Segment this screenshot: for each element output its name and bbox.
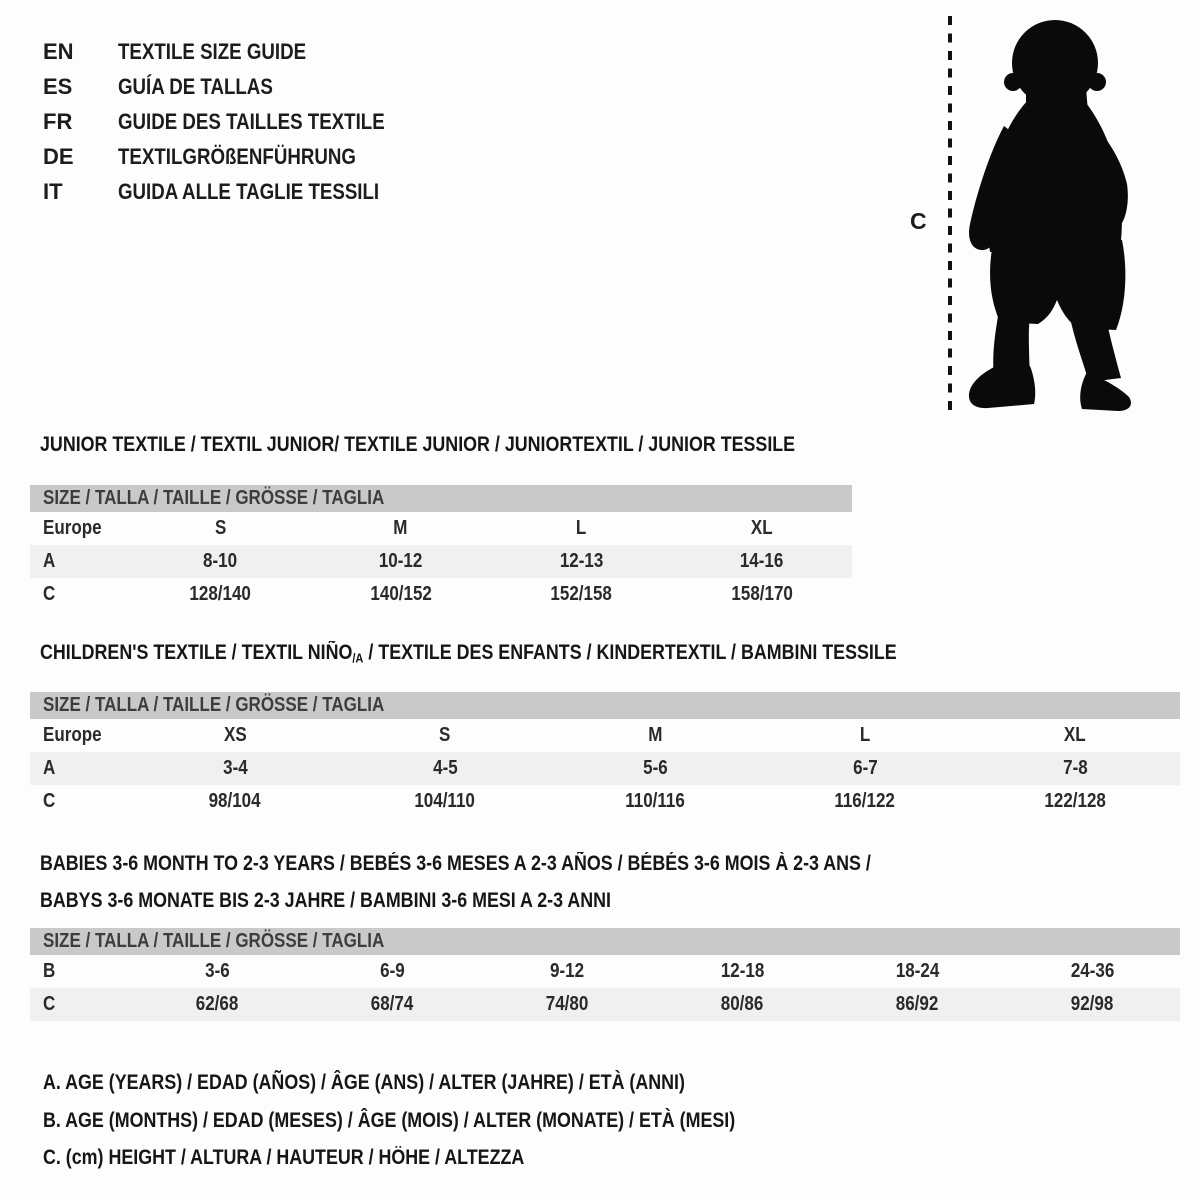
months-cell: 6-9 [380, 960, 405, 982]
age-cell: 5-6 [642, 757, 668, 779]
babies-size-table [30, 928, 1180, 1021]
row-label: C [43, 583, 56, 605]
row-label: A [43, 550, 56, 572]
age-cell: 10-12 [379, 550, 423, 572]
guide-title-fr: GUIDE DES TAILLES TEXTILE [118, 109, 385, 134]
table-row-age [30, 752, 1180, 785]
measurement-legend [43, 1064, 857, 1177]
height-cell: 140/152 [370, 583, 432, 605]
language-code: ES [43, 74, 73, 99]
height-cell: 158/170 [731, 583, 793, 605]
height-cell: 104/110 [414, 790, 476, 812]
height-figure [880, 0, 1200, 440]
babies-section-title: BABIES 3-6 MONTH TO 2-3 YEARS / BEBÉS 3-6 MESES A 2-3 AÑOS / BÉBÉS 3-6 MOIS À 2-3 ANS / BABYS 3-6 MONATE BIS 2-3 JAHRE / BAMBINI 3-6 MESI A 2-3 ANNI [40, 852, 871, 912]
language-code: IT [43, 179, 63, 204]
size-cell: XL [750, 517, 773, 539]
children-section-title: CHILDREN'S TEXTILE / TEXTIL NIÑO/A / TEXTILE DES ENFANTS / KINDERTEXTIL / BAMBINI TESSILE [40, 641, 897, 666]
age-cell: 6-7 [852, 757, 878, 779]
language-code: DE [43, 144, 74, 169]
language-list [43, 34, 432, 209]
table-row-age [30, 545, 852, 578]
table-row-sizes [30, 512, 852, 545]
row-label: C [43, 993, 56, 1015]
months-cell: 18-24 [895, 960, 940, 982]
table-row-height [30, 578, 852, 611]
table-row-sizes [30, 719, 1180, 752]
language-code: FR [43, 109, 73, 134]
age-cell: 7-8 [1062, 757, 1088, 779]
baby-silhouette-icon [880, 0, 1200, 440]
height-cell: 62/68 [196, 993, 239, 1015]
size-cell: M [647, 724, 663, 746]
height-cell: 86/92 [896, 993, 939, 1015]
height-cell: 116/122 [834, 790, 896, 812]
table-row-height [30, 785, 1180, 818]
size-cell: L [859, 724, 871, 746]
size-header-bar: SIZE / TALLA / TAILLE / GRÖSSE / TAGLIA [30, 692, 1180, 719]
height-marker-label: C [910, 208, 927, 234]
months-cell: 12-18 [720, 960, 765, 982]
size-cell: M [393, 517, 408, 539]
height-cell: 128/140 [189, 583, 251, 605]
legend-line-age-months: B. AGE (MONTHS) / EDAD (MESES) / ÂGE (MOIS) / ALTER (MONATE) / ETÀ (MESI) [43, 1108, 736, 1132]
age-cell: 3-4 [222, 757, 248, 779]
region-label: Europe [43, 724, 102, 746]
legend-line-height: C. (cm) HEIGHT / ALTURA / HAUTEUR / HÖHE / ALTEZZA [43, 1146, 525, 1169]
height-cell: 92/98 [1071, 993, 1114, 1015]
height-cell: 80/86 [721, 993, 764, 1015]
junior-section-title: JUNIOR TEXTILE / TEXTIL JUNIOR/ TEXTILE JUNIOR / JUNIORTEXTIL / JUNIOR TESSILE [40, 433, 796, 456]
height-cell: 110/116 [625, 790, 685, 812]
table-row-height [30, 988, 1180, 1021]
height-cell: 74/80 [546, 993, 589, 1015]
region-label: Europe [43, 517, 102, 539]
junior-size-table [30, 485, 852, 611]
guide-title-de: TEXTILGRÖßENFÜHRUNG [118, 144, 356, 169]
height-cell: 98/104 [208, 790, 261, 812]
size-cell: S [214, 517, 226, 539]
size-cell: XS [223, 724, 247, 746]
language-row-it [43, 174, 432, 209]
age-cell: 4-5 [432, 757, 458, 779]
guide-title-en: TEXTILE SIZE GUIDE [118, 39, 307, 64]
row-label: B [43, 960, 56, 982]
months-cell: 24-36 [1070, 960, 1115, 982]
size-cell: L [576, 517, 587, 539]
age-cell: 8-10 [203, 550, 238, 572]
months-cell: 3-6 [205, 960, 230, 982]
size-cell: S [439, 724, 451, 746]
language-row-fr [43, 104, 432, 139]
age-cell: 14-16 [740, 550, 784, 572]
size-header-bar: SIZE / TALLA / TAILLE / GRÖSSE / TAGLIA [30, 485, 852, 512]
language-row-en [43, 34, 432, 69]
height-cell: 122/128 [1044, 790, 1106, 812]
legend-line-age-years: A. AGE (YEARS) / EDAD (AÑOS) / ÂGE (ANS) / ALTER (JAHRE) / ETÀ (ANNI) [43, 1071, 685, 1094]
table-row-months [30, 955, 1180, 988]
language-row-es [43, 69, 432, 104]
age-cell: 12-13 [559, 550, 603, 572]
months-cell: 9-12 [550, 960, 585, 982]
row-label: A [43, 757, 56, 779]
nino-a-subscript: /A [352, 650, 364, 666]
height-cell: 152/158 [550, 583, 612, 605]
language-code: EN [43, 39, 74, 64]
language-row-de [43, 139, 432, 174]
size-cell: XL [1064, 724, 1086, 746]
height-cell: 68/74 [371, 993, 414, 1015]
row-label: C [43, 790, 56, 812]
guide-title-it: GUIDA ALLE TAGLIE TESSILI [118, 179, 380, 204]
children-size-table [30, 692, 1180, 818]
guide-title-es: GUÍA DE TALLAS [118, 74, 273, 99]
size-header-bar: SIZE / TALLA / TAILLE / GRÖSSE / TAGLIA [30, 928, 1180, 955]
